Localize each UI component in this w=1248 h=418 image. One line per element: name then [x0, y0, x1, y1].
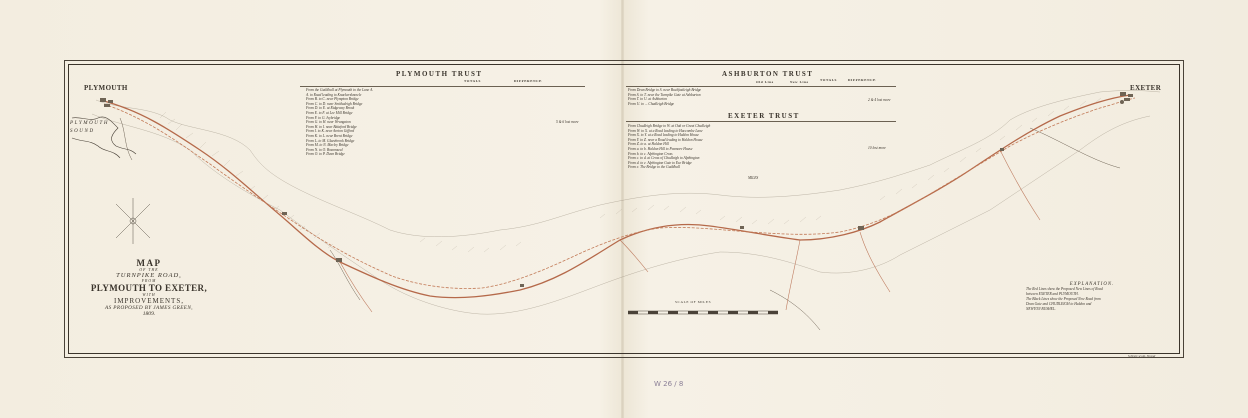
- exeter-trust-lines: [628, 124, 798, 170]
- scale-title: SCALE OF MILES: [675, 300, 712, 304]
- plymouth-line: From B. to C. near Plympton Bridge: [306, 97, 359, 102]
- exeter-line: From Y. to Z. near a Road leading to Haldon House: [628, 137, 703, 142]
- plymouth-sound-label: PLYMOUTH SOUND: [70, 121, 110, 134]
- exeter-line: From c. to d. at Cross of Chudleigh to Alphington: [628, 156, 700, 161]
- explanation-block: [1026, 282, 1158, 312]
- title-plymouth-to-exeter: PLYMOUTH TO EXETER,: [90, 283, 208, 293]
- plymouth-line: From the Guildhall at Plymouth to the Lane A.: [306, 88, 374, 92]
- exeter-line: From d. to e. Alphington Gate to Exe Bridge: [628, 160, 692, 165]
- plymouth-line: From K. to L. near Brent Bridge: [306, 133, 353, 138]
- ashburton-col-old: Old Line: [756, 80, 774, 84]
- explanation-line-2: between EXETER and PLYMOUTH.: [1026, 292, 1079, 296]
- exeter-line: From W. to X. at a Road leading to Haccombe Lane: [628, 128, 703, 133]
- ashburton-col-totals: TOTALS: [820, 78, 838, 82]
- plymouth-trust-totals-head: TOTALS: [464, 79, 482, 83]
- engraver-credit: S.Neele sculp. Strand: [1128, 354, 1156, 358]
- exeter-line: From a. to b. Haldon Hill to Peamore House: [628, 146, 693, 151]
- plymouth-line: A. to Road leading to Knackersknowle: [306, 92, 362, 97]
- ashburton-trust-lines: [628, 88, 788, 106]
- ashburton-col-difference: DIFFERENCE: [848, 78, 877, 82]
- compass-rose: [116, 198, 150, 244]
- plymouth-line: From L. to M. Glazebrook Bridge: [306, 138, 355, 143]
- plymouth-trust-rule: [300, 86, 585, 87]
- exeter-line: From b. to c. Alphington Cross: [628, 151, 673, 156]
- plymouth-town: [100, 98, 113, 107]
- plymouth-line: From I. to K. near Aveton Gifford: [306, 129, 355, 134]
- scale-bar: [628, 308, 778, 318]
- explanation-line-4: Dean Gate and CHUDLEIGH to Haldon and: [1026, 302, 1092, 306]
- proposed-road: [104, 98, 1135, 289]
- exeter-line: From X. to Y. at a Road leading to Haldon House: [628, 133, 700, 138]
- explanation-title: EXPLANATION.: [1069, 282, 1115, 287]
- title-block: [84, 258, 214, 317]
- plymouth-line: From N. to O. Bozomzeal: [306, 147, 343, 152]
- terrain-hatching: [92, 91, 1160, 315]
- title-improvements: IMPROVEMENTS,: [114, 297, 184, 305]
- plymouth-line: From H. to I. near Bittaford Bridge: [306, 124, 357, 129]
- exeter-trust-title: EXETER TRUST: [728, 112, 800, 120]
- plymouth-line: From C. to D. near Smithaleigh Bridge: [306, 101, 363, 106]
- exeter-line: From Chudleigh Bridge to W. at Oak or Great Chudleigh: [628, 124, 711, 128]
- explanation-line-3: The Black Lines show the Proposed New Road from: [1026, 297, 1101, 301]
- exeter-town: [1120, 92, 1133, 104]
- plymouth-trust-note: 5 & 6 lost more: [556, 120, 579, 124]
- ashburton-line: From Dean Bridge to S. near Buckfastleigh Bridge: [628, 88, 702, 92]
- title-of-the: OF THE: [139, 268, 159, 272]
- plymouth-line: From E. to F. at Lee Mill Bridge: [306, 110, 353, 115]
- plymouth-trust-difference-head: DIFFERENCE: [514, 79, 543, 83]
- branch-roads: [340, 150, 1040, 312]
- ashburton-trust-rule: [626, 86, 896, 87]
- ashburton-line: From T. to U. at Ashburton: [628, 97, 667, 102]
- plymouth-line: From D. to E. at Ridgeway Brook: [306, 106, 355, 111]
- pencil-annotation: W 26 / 8: [654, 380, 684, 388]
- plymouth-line: From M. to N. Marley Bridge: [306, 143, 349, 148]
- title-with: WITH: [142, 293, 156, 297]
- plymouth-trust-title: PLYMOUTH TRUST: [396, 70, 483, 78]
- plymouth-trust-lines: [306, 88, 456, 157]
- ashburton-trust-note: 2 & 4 lost more: [868, 98, 891, 102]
- plymouth-label: PLYMOUTH: [84, 84, 128, 92]
- exeter-trust-summary: MILES: [748, 176, 759, 180]
- plymouth-line: From O. to P. Dean Bridge: [306, 152, 345, 157]
- title-as-proposed: AS PROPOSED BY JAMES GREEN,: [105, 305, 193, 311]
- title-year: 1809.: [142, 311, 156, 317]
- title-map: MAP: [136, 258, 162, 268]
- explanation-line-1: The Red Lines show the Proposed New Lines of Road: [1026, 287, 1103, 291]
- ashburton-trust-title: ASHBURTON TRUST: [722, 70, 814, 78]
- ashburton-line: From U. to ... Chudleigh Bridge: [628, 101, 675, 106]
- ashburton-line: From S. to T. near the Turnpike Gate at Ashburton: [628, 92, 701, 97]
- exeter-trust-note: 10 lost more: [868, 146, 886, 150]
- title-from: FROM: [141, 279, 157, 283]
- exeter-label: EXETER: [1130, 84, 1162, 92]
- exeter-line: From Z. to a. at Haldon Hill: [628, 142, 669, 147]
- exeter-line: From e. The Bridge to the Guildhall: [628, 165, 680, 170]
- plymouth-line: From F. to G. Ivybridge: [306, 115, 341, 120]
- title-turnpike-road: TURNPIKE ROAD,: [116, 272, 182, 279]
- explanation-line-5: NEWTON BUSHEL.: [1026, 307, 1056, 311]
- plymouth-line: From G. to H. near Wrangaton: [306, 120, 351, 125]
- exeter-trust-rule: [626, 121, 896, 122]
- ashburton-col-new: New Line: [790, 80, 809, 84]
